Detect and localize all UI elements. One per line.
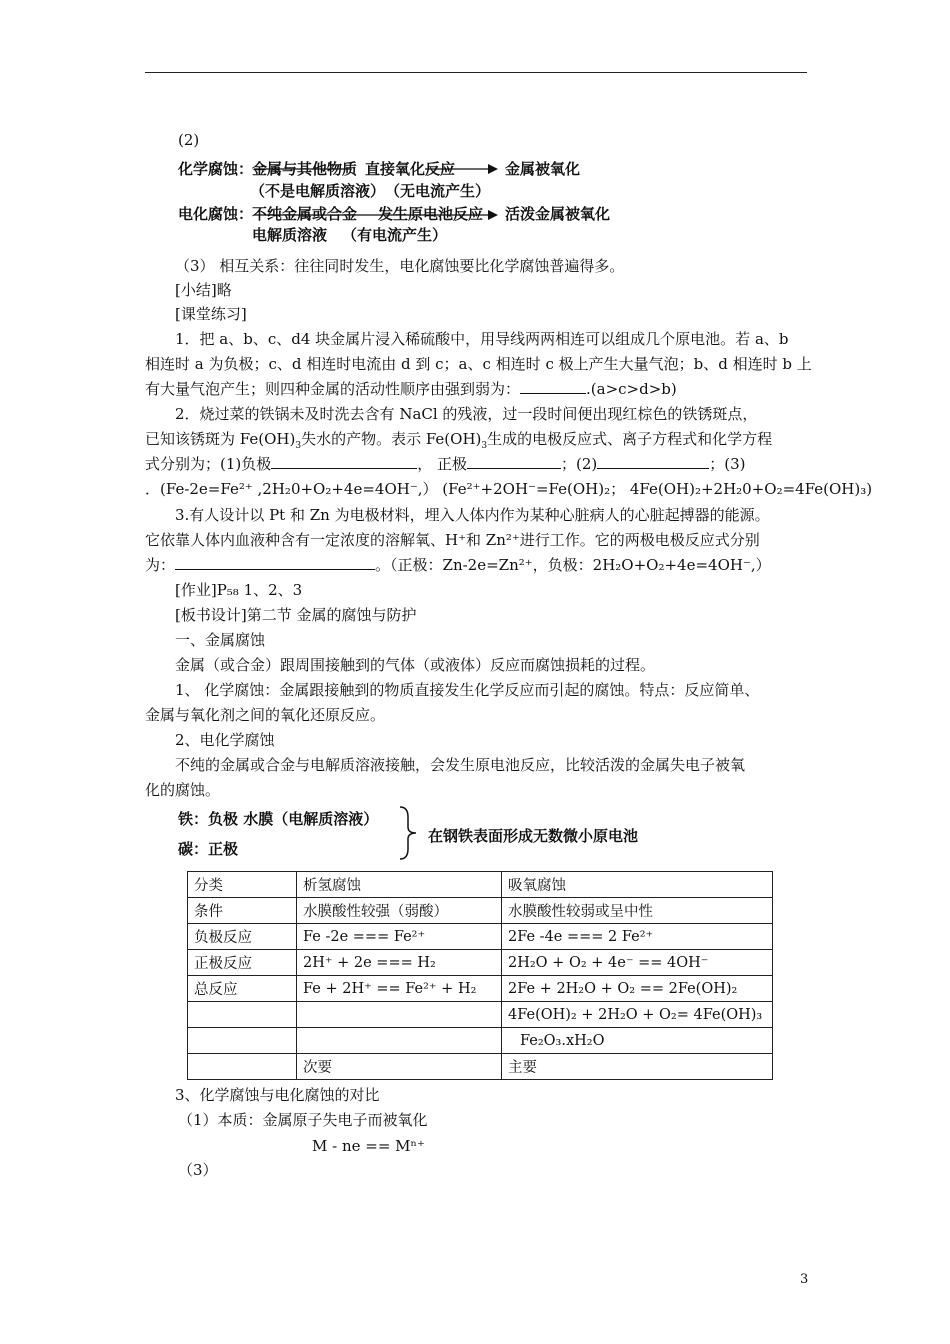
table-cell: Fe₂O₃.xH₂O xyxy=(502,1028,773,1054)
table-cell: Fe -2e === Fe²⁺ xyxy=(297,924,502,950)
q3-answer-blank[interactable] xyxy=(175,555,375,570)
table-row xyxy=(188,1054,773,1080)
chem-corrosion-1: 1、 化学腐蚀：金属跟接触到的物质直接发生化学反应而引起的腐蚀。特点：反应简单、 xyxy=(175,681,760,699)
table-cell xyxy=(188,1028,297,1054)
board-design: [板书设计]第二节 金属的腐蚀与防护 xyxy=(175,606,417,624)
elec-note-2: （有电流产生） xyxy=(342,226,448,244)
essence: （1）本质：金属原子失电子而被氧化 xyxy=(178,1111,428,1129)
q2-ionic-blank[interactable] xyxy=(597,454,709,469)
table-cell: 负极反应 xyxy=(188,924,297,950)
table-cell: 正极反应 xyxy=(188,950,297,976)
q1-line-3: 有大量气泡产生；则四种金属的活动性顺序由强到弱为： .(a>c>d>b) xyxy=(145,380,677,398)
table-cell: 2Fe + 2H₂O + O₂ == 2Fe(OH)₂ xyxy=(502,976,773,1002)
elec-corrosion-2: 化的腐蚀。 xyxy=(145,781,221,799)
chem-note-1: （不是电解质溶液） xyxy=(250,182,386,200)
iron-label: 铁：负极 水膜（电解质溶液） xyxy=(178,810,379,828)
chem-title: 化学腐蚀： xyxy=(178,160,254,178)
q2-line-2: 已知该锈斑为 $Fe(OH)_3$失水的产物。表示 $Fe(OH)_3$生成的电极反应式、离子方程式和化学方程 xyxy=(145,430,773,451)
table-cell xyxy=(297,1028,502,1054)
table-cell: 主要 xyxy=(502,1054,773,1080)
table-cell: 次要 xyxy=(297,1054,502,1080)
homework: [作业]P₅₈ 1、2、3 xyxy=(175,581,303,599)
chem-reactant: 金属与其他物质 xyxy=(252,160,358,178)
section-1-heading: 一、金属腐蚀 xyxy=(175,631,266,649)
q1-line-1: 1．把 a、b、c、d4 块金属片浸入稀硫酸中，用导线两两相连可以组成几个原电池。若 a、b xyxy=(175,330,789,348)
item-3-bottom: （3） xyxy=(178,1161,218,1179)
table-cell: 总反应 xyxy=(188,976,297,1002)
practice-heading: [课堂练习] xyxy=(175,305,247,323)
chem-condition: 直接氧化反应 xyxy=(365,160,456,178)
chem-corrosion-2: 金属与氧化剂之间的氧化还原反应。 xyxy=(145,706,386,724)
table-cell: 析氢腐蚀 xyxy=(297,872,502,898)
q1-answer-blank[interactable] xyxy=(520,379,586,394)
q3-line-2: 它依靠人体内血液种含有一定浓度的溶解氧、H⁺和 Zn²⁺进行工作。它的两极电极反应式分别 xyxy=(145,531,760,549)
q2-line-1: 2．烧过菜的铁锅未及时洗去含有 NaCl 的残液，过一段时间便出现红棕色的铁锈斑点， xyxy=(175,405,758,423)
q2-cathode-blank[interactable] xyxy=(467,454,561,469)
chem-product: 金属被氧化 xyxy=(505,160,581,178)
table-cell xyxy=(188,1054,297,1080)
table-row xyxy=(188,1028,773,1054)
table-cell: 2Fe -4e === 2 Fe²⁺ xyxy=(502,924,773,950)
table-row xyxy=(188,976,773,1002)
section-3-heading: 3、化学腐蚀与电化腐蚀的对比 xyxy=(175,1086,380,1104)
table-cell: Fe + 2H⁺ == Fe²⁺ + H₂ xyxy=(297,976,502,1002)
summary: [小结]略 xyxy=(175,281,232,299)
table-cell: 水膜酸性较弱或呈中性 xyxy=(502,898,773,924)
q2-anode-blank[interactable] xyxy=(271,454,417,469)
table-cell: 2H⁺ + 2e === H₂ xyxy=(297,950,502,976)
table-row xyxy=(188,872,773,898)
table-cell: 2H₂O + O₂ + 4e⁻ == 4OH⁻ xyxy=(502,950,773,976)
page-number: 3 xyxy=(800,1272,809,1287)
curly-brace-icon xyxy=(396,805,420,861)
definition: 金属（或合金）跟周围接触到的气体（或液体）反应而腐蚀损耗的过程。 xyxy=(175,656,656,674)
elec-product: 活泼金属被氧化 xyxy=(505,205,611,223)
table-cell: 条件 xyxy=(188,898,297,924)
elec-arrowhead xyxy=(488,210,498,220)
table-row xyxy=(188,950,773,976)
brace-text: 在钢铁表面形成无数微小原电池 xyxy=(428,827,639,845)
elec-corrosion-heading: 2、电化学腐蚀 xyxy=(175,731,275,749)
carbon-label: 碳：正极 xyxy=(178,840,239,858)
elec-condition: 发生原电池反应 xyxy=(378,205,484,223)
table-row xyxy=(188,1002,773,1028)
table-cell: 分类 xyxy=(188,872,297,898)
q3-line-1: 3.有人设计以 Pt 和 Zn 为电极材料，埋入人体内作为某种心脏病人的心脏起搏器的能源。 xyxy=(175,506,770,524)
header-rule xyxy=(145,72,807,73)
elec-reactant: 不纯金属或合金 xyxy=(252,205,358,223)
table-cell: 吸氧腐蚀 xyxy=(502,872,773,898)
q3-line-3: 为： 。（正极：Zn-2e=Zn²⁺，负极：2H₂O+O₂+4e=4OH⁻,） xyxy=(145,556,771,574)
metal-equation: M - ne == Mⁿ⁺ xyxy=(312,1137,425,1155)
chem-note-2: （无电流产生） xyxy=(385,182,491,200)
q1-line-2: 相连时 a 为负极；c、d 相连时电流由 d 到 c；a、c 相连时 c 极上产生大量气泡；b、d 相连时 b 上 xyxy=(145,355,812,373)
corrosion-table xyxy=(187,871,773,1080)
chem-arrowhead xyxy=(488,164,498,174)
elec-corrosion-1: 不纯的金属或合金与电解质溶液接触，会发生原电池反应，比较活泼的金属失电子被氧 xyxy=(175,756,746,774)
q2-line-3: 式分别为；(1)负极 ， 正极 ；(2) ；(3) xyxy=(145,455,746,473)
table-cell: 水膜酸性较强（弱酸） xyxy=(297,898,502,924)
elec-title: 电化腐蚀： xyxy=(178,205,254,223)
table-row xyxy=(188,898,773,924)
item-2-label: (2) xyxy=(178,131,200,149)
item-3: （3） 相互关系：往往同时发生，电化腐蚀要比化学腐蚀普遍得多。 xyxy=(175,257,625,275)
table-cell xyxy=(188,1002,297,1028)
q2-answer: ．(Fe-2e=Fe²⁺ ,2H₂0+O₂+4e=4OH⁻,） (Fe²⁺+2OH⁻=Fe(OH)₂； 4Fe(OH)₂+2H₂0+O₂=4Fe(OH)₃) xyxy=(145,480,873,498)
elec-note-1: 电解质溶液 xyxy=(252,226,328,244)
table-cell: 4Fe(OH)₂ + 2H₂O + O₂= 4Fe(OH)₃ xyxy=(502,1002,773,1028)
table-row xyxy=(188,924,773,950)
table-cell xyxy=(297,1002,502,1028)
